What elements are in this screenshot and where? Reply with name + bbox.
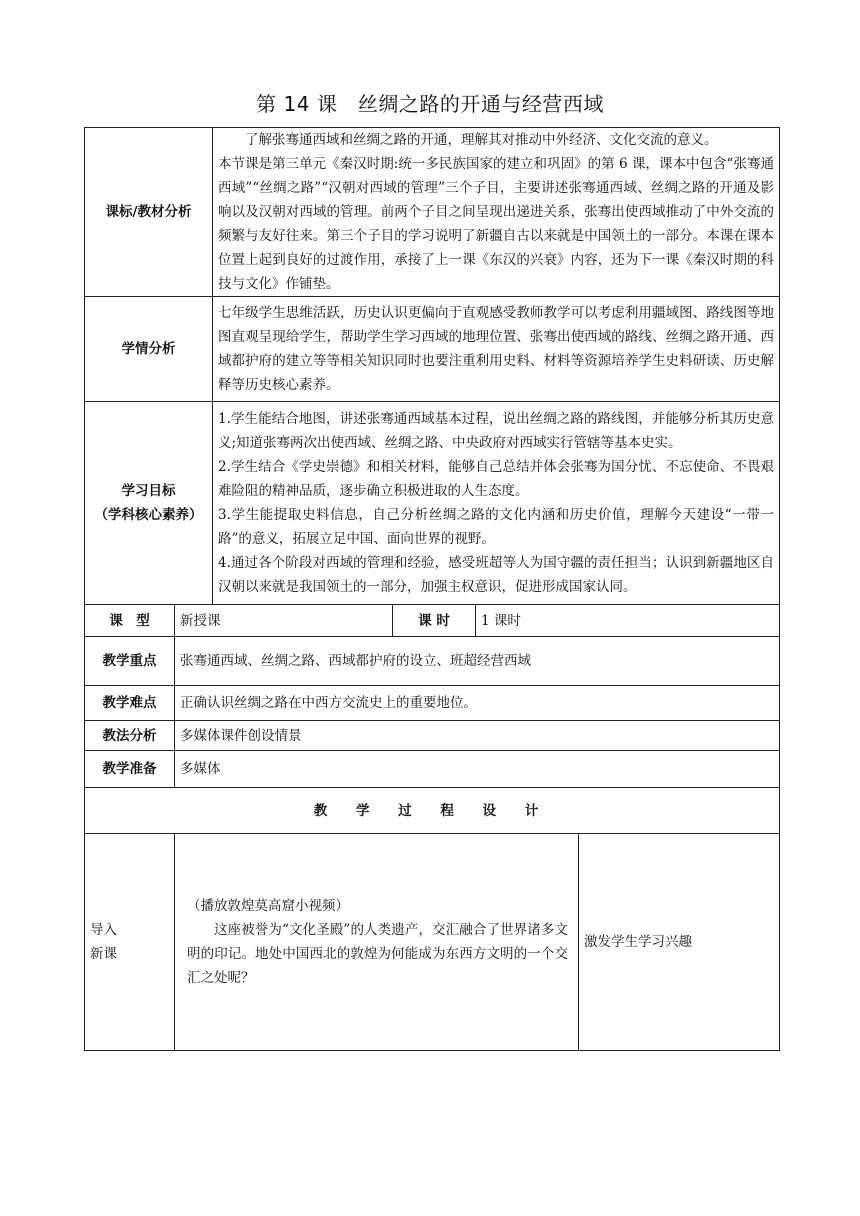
key-points-label: 教学重点 xyxy=(85,637,175,686)
preparation-label: 教学准备 xyxy=(85,751,175,788)
process-stage-line2: 新课 xyxy=(90,946,117,962)
learner-content xyxy=(213,297,780,402)
process-row xyxy=(85,834,780,1051)
goals-label-line2: （学科核心素养） xyxy=(94,507,203,523)
difficulties-label: 教学难点 xyxy=(85,686,175,721)
process-content-line2: 这座被誉为“文化圣殿”的人类遗产，交汇融合了世界诸多文明的印记。地处中国西北的敦煌为何能成为东西方文明的一个交汇之处呢？ xyxy=(187,922,568,986)
hours-label: 课 时 xyxy=(393,605,476,637)
difficulties-row xyxy=(85,686,780,721)
key-points-value: 张骞通西域、丝绸之路、西域都护府的设立、班超经营西域 xyxy=(175,637,780,686)
methods-row xyxy=(85,721,780,751)
page-title: 第 14 课 丝绸之路的开通与经营西域 xyxy=(256,92,604,116)
type-row xyxy=(85,605,780,637)
learner-label: 学情分析 xyxy=(85,297,213,402)
methods-value: 多媒体课件创设情景 xyxy=(175,721,780,751)
learner-text: 七年级学生思维活跃，历史认识更偏向于直观感受教师教学可以考虑利用疆域图、路线图等地图直观呈现给学生，帮助学生学习西域的地理位置、张骞出使西域的路线、丝绸之路开通、西域都护府的建立等等相关知识同时也要注重利用史料、材料等资源培养学生史料研读、历史解释等历史核心素养。 xyxy=(218,305,774,393)
goal-item-2: 2.学生结合《学史崇德》和相关材料，能够自己总结并体会张骞为国分忧、不忘使命、不畏艰难险阻的精神品质，逐步确立积极进取的人生态度。 xyxy=(218,459,774,499)
process-stage-line1: 导入 xyxy=(90,922,117,938)
goals-row xyxy=(85,402,780,605)
key-points-row xyxy=(85,637,780,686)
hours-value: 1 课时 xyxy=(476,605,780,637)
goals-content xyxy=(213,402,780,605)
curriculum-standard: 了解张骞通西域和丝绸之路的开通，理解其对推动中外经济、文化交流的意义。 xyxy=(245,132,718,148)
type-value: 新授课 xyxy=(175,605,393,637)
curriculum-analysis: 本节课是第三单元《秦汉时期:统一多民族国家的建立和巩固》的第 6 课，课本中包含“张骞通西域”“丝绸之路”“汉朝对西域的管理”三个子目，主要讲述张骞通西域、丝绸之路的开通及影响以及汉朝对西域的管理。前两个子目之间呈现出递进关系，张骞出使西域推动了中外交流的频繁与友好往来。第三个子目的学习说明了新疆自古以来就是中国领土的一部分。本课在课本位置上起到良好的过渡作用，承接了上一课《东汉的兴衰》内容，还为下一课《秦汉时期的科技与文化》作铺垫。 xyxy=(218,156,774,292)
goals-label xyxy=(85,402,213,605)
process-title: 教 学 过 程 设 计 xyxy=(85,788,780,834)
process-content-line1: （播放敦煌莫高窟小视频） xyxy=(187,898,349,914)
preparation-row xyxy=(85,751,780,788)
curriculum-label: 课标/教材分析 xyxy=(85,128,213,297)
process-intent: 激发学生学习兴趣 xyxy=(579,834,780,1051)
learner-row xyxy=(85,297,780,402)
type-label: 课 型 xyxy=(85,605,175,637)
process-title-row xyxy=(85,788,780,834)
goal-item-3: 3.学生能提取史料信息，自己分析丝绸之路的文化内涵和历史价值，理解今天建设“一带一路”的意义，拓展立足中国、面向世界的视野。 xyxy=(218,507,774,547)
lesson-plan-table xyxy=(84,127,780,1051)
goals-label-line1: 学习目标 xyxy=(121,483,176,499)
curriculum-content xyxy=(213,128,780,297)
difficulties-value: 正确认识丝绸之路在中西方交流史上的重要地位。 xyxy=(175,686,780,721)
methods-label: 教法分析 xyxy=(85,721,175,751)
process-stage xyxy=(85,834,175,1051)
process-content xyxy=(175,834,579,1051)
preparation-value: 多媒体 xyxy=(175,751,780,788)
goal-item-4: 4.通过各个阶段对西域的管理和经验，感受班超等人为国守疆的责任担当；认识到新疆地区自汉朝以来就是我国领土的一部分，加强主权意识，促进形成国家认同。 xyxy=(218,555,774,595)
curriculum-row xyxy=(85,128,780,297)
goal-item-1: 1.学生能结合地图，讲述张骞通西域基本过程，说出丝绸之路的路线图，并能够分析其历史意义;知道张骞两次出使西域、丝绸之路、中央政府对西域实行管辖等基本史实。 xyxy=(218,411,774,451)
